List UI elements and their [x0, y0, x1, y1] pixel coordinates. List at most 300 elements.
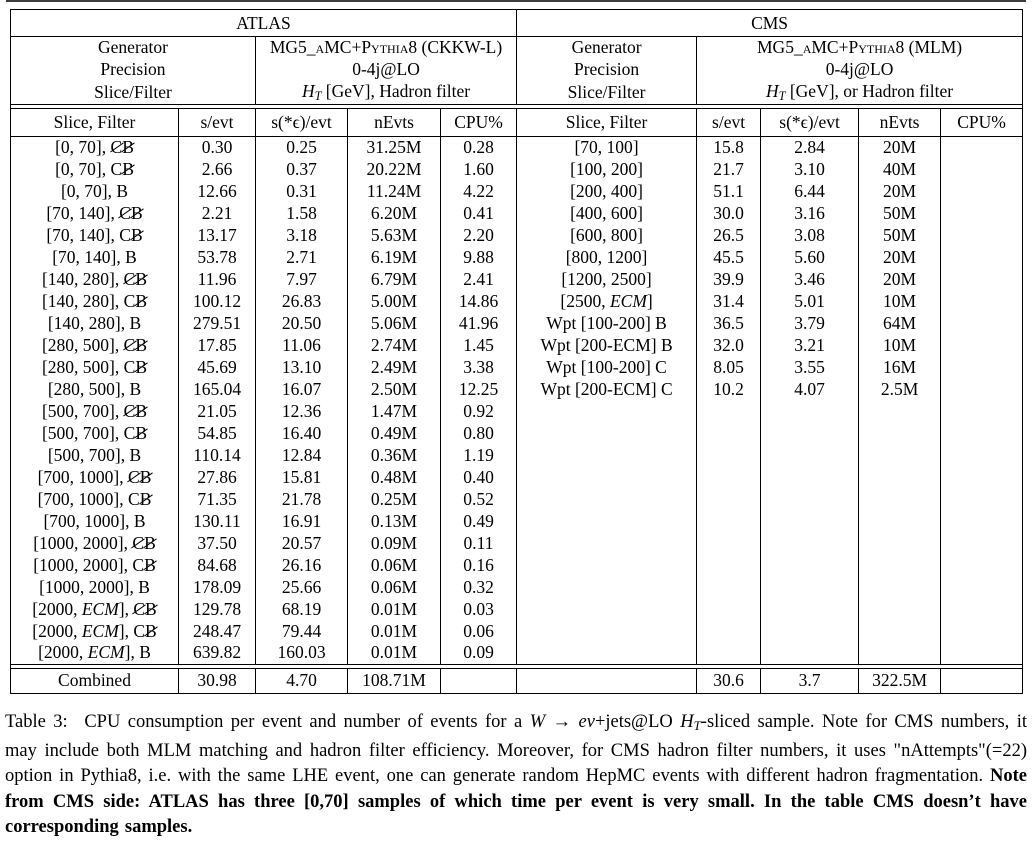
atlas-nevts-cell: 0.01M	[348, 642, 441, 664]
table-row	[11, 202, 1023, 224]
cms-nevts-cell	[859, 510, 941, 532]
cms-s-per-evt-cell: 21.7	[697, 158, 761, 180]
table-row	[11, 444, 1023, 466]
cms-slice-filter-cell	[517, 576, 697, 598]
atlas-nevts-cell: 5.63M	[348, 224, 441, 246]
table-row	[11, 554, 1023, 576]
cms-nevts-cell: 64M	[859, 312, 941, 334]
cms-slice-filter-cell: [1200, 2500]	[517, 268, 697, 290]
cms-s-per-evt-cell: 32.0	[697, 334, 761, 356]
table-row	[11, 598, 1023, 620]
atlas-nevts-cell: 0.13M	[348, 510, 441, 532]
atlas-slice-filter-cell: [280, 500], B	[47, 378, 142, 399]
cms-cpu-pct-cell	[941, 620, 1023, 642]
atlas-precision-value: 0-4j@LO	[256, 59, 517, 81]
cms-nevts-cell: 20M	[859, 246, 941, 268]
atlas-s-per-evt-cell: 2.21	[179, 202, 256, 224]
atlas-slice-value: HT [GeV], Hadron filter	[256, 81, 517, 105]
atlas-cpu-pct-cell: 0.28	[441, 136, 517, 158]
cms-nevts-cell: 10M	[859, 290, 941, 312]
table-row	[11, 400, 1023, 422]
atlas-nevts-cell: 0.06M	[348, 554, 441, 576]
cms-s-eps-per-evt-cell: 3.55	[761, 356, 859, 378]
cms-col-slice-filter: Slice, Filter	[517, 108, 697, 136]
atlas-slice-filter-cell: [500, 700], B	[47, 444, 142, 465]
atlas-slice-filter-cell: [140, 280], B	[47, 312, 142, 333]
atlas-nevts-cell: 0.25M	[348, 488, 441, 510]
cms-s-per-evt-cell: 8.05	[697, 356, 761, 378]
cms-slice-filter-cell: [2500, ECM]	[517, 290, 697, 312]
atlas-s-eps-per-evt-cell: 15.81	[256, 466, 348, 488]
cms-cpu-pct-cell	[941, 290, 1023, 312]
cms-cpu-pct-cell	[941, 378, 1023, 400]
cms-s-per-evt-cell: 45.5	[697, 246, 761, 268]
atlas-cpu-pct-cell: 0.40	[441, 466, 517, 488]
cms-nevts-cell	[859, 400, 941, 422]
atlas-s-eps-per-evt-cell: 16.40	[256, 422, 348, 444]
cms-cpu-pct-cell	[941, 180, 1023, 202]
cms-s-per-evt-cell	[697, 488, 761, 510]
cms-s-eps-per-evt-cell: 3.10	[761, 158, 859, 180]
atlas-nevts-cell: 108.71M	[348, 668, 441, 693]
atlas-s-eps-per-evt-cell: 79.44	[256, 620, 348, 642]
cms-slice-filter-cell: [400, 600]	[517, 202, 697, 224]
atlas-s-eps-per-evt-cell: 1.58	[256, 202, 348, 224]
atlas-cpu-pct-cell: 0.06	[441, 620, 517, 642]
atlas-s-per-evt-cell: 84.68	[179, 554, 256, 576]
atlas-slice-filter-cell: [1000, 2000], B	[39, 576, 150, 597]
cms-s-eps-per-evt-cell: 3.16	[761, 202, 859, 224]
atlas-slice-filter-cell: [140, 280], CB	[41, 290, 147, 311]
generator-row	[11, 37, 1023, 59]
cms-slice-filter-cell	[517, 400, 697, 422]
cms-col-s-per-evt: s/evt	[697, 108, 761, 136]
cms-cpu-pct-cell	[941, 158, 1023, 180]
table-row	[11, 378, 1023, 400]
cms-s-eps-per-evt-cell: 3.79	[761, 312, 859, 334]
cms-s-eps-per-evt-cell: 2.84	[761, 136, 859, 158]
table-row	[11, 224, 1023, 246]
atlas-slice-filter-cell: [280, 500], CB	[41, 334, 148, 355]
cms-nevts-cell	[859, 576, 941, 598]
atlas-nevts-cell: 2.49M	[348, 356, 441, 378]
table-row	[11, 180, 1023, 202]
cms-cpu-pct-cell	[941, 466, 1023, 488]
atlas-s-per-evt-cell: 11.96	[179, 268, 256, 290]
atlas-s-eps-per-evt-cell: 68.19	[256, 598, 348, 620]
atlas-s-per-evt-cell: 12.66	[179, 180, 256, 202]
cms-s-per-evt-cell	[697, 554, 761, 576]
cms-slice-filter-cell: [200, 400]	[517, 180, 697, 202]
atlas-nevts-cell: 6.20M	[348, 202, 441, 224]
cms-slice-filter-cell	[517, 488, 697, 510]
cms-s-per-evt-cell	[697, 532, 761, 554]
cms-s-per-evt-cell: 15.8	[697, 136, 761, 158]
cms-generator-value: MG5_aMC+Pythia8 (MLM)	[697, 37, 1023, 59]
cms-nevts-cell: 20M	[859, 136, 941, 158]
atlas-s-eps-per-evt-cell: 3.18	[256, 224, 348, 246]
cms-cpu-pct-cell	[941, 268, 1023, 290]
atlas-nevts-cell: 0.49M	[348, 422, 441, 444]
cms-cpu-pct-cell	[941, 510, 1023, 532]
cms-slice-label: Slice/Filter	[517, 81, 697, 105]
atlas-s-per-evt-cell: 2.66	[179, 158, 256, 180]
cms-nevts-cell	[859, 444, 941, 466]
atlas-cpu-pct-cell: 0.92	[441, 400, 517, 422]
atlas-slice-filter-cell: [280, 500], CB	[41, 356, 147, 377]
cms-nevts-cell: 2.5M	[859, 378, 941, 400]
atlas-s-eps-per-evt-cell: 0.31	[256, 180, 348, 202]
atlas-precision-label: Precision	[100, 59, 166, 79]
cms-cpu-pct-cell	[941, 532, 1023, 554]
cms-slice-filter-cell	[517, 598, 697, 620]
cms-slice-filter-cell	[517, 668, 697, 693]
atlas-nevts-cell: 0.01M	[348, 620, 441, 642]
atlas-generator-label: Generator	[98, 37, 168, 58]
cms-nevts-cell	[859, 466, 941, 488]
cms-s-per-evt-cell: 39.9	[697, 268, 761, 290]
cms-precision-label: Precision	[517, 59, 697, 81]
atlas-cpu-pct-cell: 0.32	[441, 576, 517, 598]
atlas-nevts-cell: 0.09M	[348, 532, 441, 554]
cms-s-eps-per-evt-cell	[761, 620, 859, 642]
table-row	[11, 356, 1023, 378]
atlas-s-per-evt-cell: 13.17	[179, 224, 256, 246]
cms-cpu-pct-cell	[941, 136, 1023, 158]
cms-cpu-pct-cell	[941, 668, 1023, 693]
cms-s-eps-per-evt-cell	[761, 466, 859, 488]
atlas-s-eps-per-evt-cell: 12.36	[256, 400, 348, 422]
cms-cpu-pct-cell	[941, 642, 1023, 664]
atlas-s-per-evt-cell: 100.12	[179, 290, 256, 312]
atlas-nevts-cell: 0.01M	[348, 598, 441, 620]
atlas-s-per-evt-cell: 37.50	[179, 532, 256, 554]
cms-cpu-pct-cell	[941, 224, 1023, 246]
cms-cpu-pct-cell	[941, 202, 1023, 224]
atlas-cpu-pct-cell: 0.52	[441, 488, 517, 510]
atlas-s-eps-per-evt-cell: 20.50	[256, 312, 348, 334]
atlas-s-eps-per-evt-cell: 26.16	[256, 554, 348, 576]
cms-cpu-pct-cell	[941, 488, 1023, 510]
cms-cpu-pct-cell	[941, 246, 1023, 268]
atlas-slice-filter-cell: [70, 140], B	[52, 246, 137, 267]
atlas-cpu-pct-cell: 12.25	[441, 378, 517, 400]
cms-s-per-evt-cell	[697, 642, 761, 664]
cms-nevts-cell: 10M	[859, 334, 941, 356]
table-row	[11, 422, 1023, 444]
cms-cpu-pct-cell	[941, 400, 1023, 422]
top-divider-line	[6, 0, 1026, 2]
atlas-s-eps-per-evt-cell: 11.06	[256, 334, 348, 356]
atlas-slice-filter-cell: [0, 70], CB	[55, 158, 134, 179]
cms-s-per-evt-cell: 30.0	[697, 202, 761, 224]
atlas-s-per-evt-cell: 21.05	[179, 400, 256, 422]
cms-slice-filter-cell: [600, 800]	[517, 224, 697, 246]
experiment-title-row	[11, 10, 1023, 37]
table-row	[11, 268, 1023, 290]
cms-s-eps-per-evt-cell	[761, 400, 859, 422]
atlas-cpu-pct-cell: 2.41	[441, 268, 517, 290]
table-caption: Table 3: CPU consumption per event and number of events for a W → eν+jets@LO HT-sliced sample. Note for CMS numbers, it may include both MLM matching and hadron filter efficiency. Moreover, for CMS hadron filter numbers, it uses "nAttempts"(=22) option in Pythia8, i.e. with the same LHE event, one can generate random HepMC events with different hadron fragmentation. Note from CMS side: ATLAS has three [0,70] samples of which time per event is very small. In the table CMS doesn’t have corresponding samples.	[5, 712, 1027, 838]
table-row	[11, 620, 1023, 642]
atlas-slice-label: Slice/Filter	[11, 81, 256, 105]
atlas-s-per-evt-cell: 130.11	[179, 510, 256, 532]
atlas-s-per-evt-cell: 279.51	[179, 312, 256, 334]
cms-cpu-pct-cell	[941, 312, 1023, 334]
atlas-nevts-cell: 0.48M	[348, 466, 441, 488]
cms-s-per-evt-cell	[697, 400, 761, 422]
cms-s-per-evt-cell: 51.1	[697, 180, 761, 202]
atlas-cpu-pct-cell: 1.60	[441, 158, 517, 180]
cms-s-eps-per-evt-cell: 3.21	[761, 334, 859, 356]
atlas-s-eps-per-evt-cell: 16.07	[256, 378, 348, 400]
cms-cpu-pct-cell	[941, 334, 1023, 356]
atlas-s-eps-per-evt-cell: 16.91	[256, 510, 348, 532]
cms-s-eps-per-evt-cell: 3.08	[761, 224, 859, 246]
cms-cpu-pct-cell	[941, 554, 1023, 576]
atlas-s-per-evt-cell: 71.35	[179, 488, 256, 510]
cms-s-eps-per-evt-cell	[761, 532, 859, 554]
atlas-col-nevts: nEvts	[348, 108, 441, 136]
cms-nevts-cell: 322.5M	[859, 668, 941, 693]
atlas-slice-filter-cell: [140, 280], CB	[41, 268, 148, 289]
table-row	[11, 510, 1023, 532]
atlas-s-per-evt-cell: 178.09	[179, 576, 256, 598]
atlas-s-eps-per-evt-cell: 13.10	[256, 356, 348, 378]
atlas-cpu-pct-cell: 0.16	[441, 554, 517, 576]
cms-s-eps-per-evt-cell: 6.44	[761, 180, 859, 202]
atlas-cpu-pct-cell: 41.96	[441, 312, 517, 334]
cms-s-per-evt-cell	[697, 444, 761, 466]
cms-slice-filter-cell	[517, 532, 697, 554]
atlas-title: ATLAS	[11, 10, 517, 37]
atlas-s-eps-per-evt-cell: 160.03	[256, 642, 348, 664]
atlas-s-per-evt-cell: 248.47	[179, 620, 256, 642]
cms-nevts-cell: 50M	[859, 224, 941, 246]
cms-s-per-evt-cell: 10.2	[697, 378, 761, 400]
cms-s-per-evt-cell	[697, 466, 761, 488]
cms-col-s-eps-per-evt: s(*ϵ)/evt	[761, 108, 859, 136]
table-row	[11, 334, 1023, 356]
cms-cpu-pct-cell	[941, 598, 1023, 620]
table-row	[11, 312, 1023, 334]
atlas-s-per-evt-cell: 129.78	[179, 598, 256, 620]
table-row	[11, 466, 1023, 488]
cms-slice-filter-cell: Wpt [200-ECM] B	[517, 334, 697, 356]
cms-s-eps-per-evt-cell	[761, 642, 859, 664]
cms-s-eps-per-evt-cell	[761, 444, 859, 466]
atlas-nevts-cell: 0.06M	[348, 576, 441, 598]
atlas-cpu-pct-cell: 0.09	[441, 642, 517, 664]
cms-nevts-cell	[859, 422, 941, 444]
cms-slice-filter-cell: [100, 200]	[517, 158, 697, 180]
atlas-s-eps-per-evt-cell: 0.25	[256, 136, 348, 158]
atlas-slice-filter-cell: [2000, ECM], CB	[32, 598, 157, 619]
cms-cpu-pct-cell	[941, 422, 1023, 444]
cms-title: CMS	[517, 10, 1023, 37]
atlas-s-eps-per-evt-cell: 12.84	[256, 444, 348, 466]
atlas-slice-filter-cell: [0, 70], B	[60, 180, 129, 201]
cms-cpu-pct-cell	[941, 444, 1023, 466]
cms-nevts-cell	[859, 642, 941, 664]
cms-s-per-evt-cell: 30.6	[697, 668, 761, 693]
cms-s-eps-per-evt-cell	[761, 510, 859, 532]
atlas-cpu-pct-cell: 0.41	[441, 202, 517, 224]
atlas-col-s-per-evt: s/evt	[179, 108, 256, 136]
cms-slice-filter-cell: [800, 1200]	[517, 246, 697, 268]
atlas-cpu-pct-cell: 2.20	[441, 224, 517, 246]
atlas-col-slice-filter: Slice, Filter	[11, 108, 179, 136]
atlas-s-per-evt-cell: 27.86	[179, 466, 256, 488]
atlas-cpu-pct-cell: 4.22	[441, 180, 517, 202]
atlas-slice-filter-cell: [70, 140], CB	[46, 202, 143, 223]
cms-nevts-cell	[859, 598, 941, 620]
atlas-s-eps-per-evt-cell: 4.70	[256, 668, 348, 693]
atlas-slice-filter-cell: [0, 70], CB	[55, 136, 134, 157]
cms-nevts-cell	[859, 620, 941, 642]
atlas-s-per-evt-cell: 0.30	[179, 136, 256, 158]
cms-precision-value: 0-4j@LO	[697, 59, 1023, 81]
atlas-slice-filter-cell: [700, 1000], CB	[37, 466, 152, 487]
atlas-s-per-evt-cell: 53.78	[179, 246, 256, 268]
cms-slice-filter-cell: Wpt [100-200] C	[517, 356, 697, 378]
atlas-s-per-evt-cell: 110.14	[179, 444, 256, 466]
cms-nevts-cell	[859, 532, 941, 554]
precision-row	[11, 59, 1023, 81]
cms-cpu-pct-cell	[941, 356, 1023, 378]
cms-nevts-cell: 50M	[859, 202, 941, 224]
cms-nevts-cell	[859, 488, 941, 510]
atlas-slice-filter-cell: [700, 1000], B	[43, 510, 146, 531]
slice-filter-row	[11, 81, 1023, 105]
cms-col-nevts: nEvts	[859, 108, 941, 136]
cms-slice-filter-cell	[517, 642, 697, 664]
atlas-nevts-cell: 1.47M	[348, 400, 441, 422]
cms-s-per-evt-cell	[697, 510, 761, 532]
cms-generator-label: Generator	[517, 37, 697, 59]
cms-s-eps-per-evt-cell: 5.01	[761, 290, 859, 312]
cms-s-eps-per-evt-cell	[761, 488, 859, 510]
atlas-cpu-pct-cell: 9.88	[441, 246, 517, 268]
atlas-nevts-cell: 2.50M	[348, 378, 441, 400]
cms-s-per-evt-cell	[697, 598, 761, 620]
table-row	[11, 158, 1023, 180]
atlas-s-per-evt-cell: 45.69	[179, 356, 256, 378]
atlas-slice-filter-cell: [500, 700], CB	[41, 400, 148, 421]
atlas-cpu-pct-cell: 0.80	[441, 422, 517, 444]
table-row	[11, 136, 1023, 158]
atlas-s-eps-per-evt-cell: 26.83	[256, 290, 348, 312]
atlas-cpu-pct-cell: 0.49	[441, 510, 517, 532]
cms-slice-filter-cell	[517, 510, 697, 532]
cms-s-per-evt-cell	[697, 620, 761, 642]
atlas-cpu-pct-cell: 1.19	[441, 444, 517, 466]
atlas-nevts-cell: 5.00M	[348, 290, 441, 312]
column-header-row	[11, 108, 1023, 136]
table-row	[11, 246, 1023, 268]
cms-s-eps-per-evt-cell	[761, 598, 859, 620]
cms-cpu-pct-cell	[941, 576, 1023, 598]
atlas-slice-filter-cell: [500, 700], CB	[41, 422, 147, 443]
atlas-s-per-evt-cell: 17.85	[179, 334, 256, 356]
cms-s-per-evt-cell	[697, 422, 761, 444]
cms-slice-filter-cell: Wpt [100-200] B	[517, 312, 697, 334]
atlas-nevts-cell: 6.19M	[348, 246, 441, 268]
cms-s-eps-per-evt-cell: 3.46	[761, 268, 859, 290]
cms-nevts-cell: 40M	[859, 158, 941, 180]
atlas-s-eps-per-evt-cell: 25.66	[256, 576, 348, 598]
cms-slice-filter-cell	[517, 620, 697, 642]
table-row	[11, 290, 1023, 312]
atlas-s-per-evt-cell: 54.85	[179, 422, 256, 444]
atlas-slice-filter-cell: [70, 140], CB	[46, 224, 143, 245]
table-row	[11, 488, 1023, 510]
atlas-s-per-evt-cell: 639.82	[179, 642, 256, 664]
cms-s-eps-per-evt-cell: 3.7	[761, 668, 859, 693]
cms-slice-filter-cell: [70, 100]	[517, 136, 697, 158]
table-row	[11, 532, 1023, 554]
cms-nevts-cell: 20M	[859, 268, 941, 290]
cms-slice-filter-cell	[517, 554, 697, 576]
combined-row	[11, 668, 1023, 693]
atlas-nevts-cell: 31.25M	[348, 136, 441, 158]
atlas-slice-filter-cell: [700, 1000], CB	[37, 488, 152, 509]
atlas-cpu-pct-cell: 0.03	[441, 598, 517, 620]
atlas-nevts-cell: 0.36M	[348, 444, 441, 466]
atlas-slice-filter-cell: [1000, 2000], CB	[33, 554, 156, 575]
atlas-s-eps-per-evt-cell: 7.97	[256, 268, 348, 290]
cms-s-per-evt-cell: 31.4	[697, 290, 761, 312]
cms-s-eps-per-evt-cell	[761, 422, 859, 444]
atlas-generator-value: MG5_aMC+Pythia8 (CKKW-L)	[256, 37, 517, 59]
cms-nevts-cell: 16M	[859, 356, 941, 378]
atlas-s-per-evt-cell: 30.98	[179, 668, 256, 693]
cms-slice-value: HT [GeV], or Hadron filter	[697, 81, 1023, 105]
atlas-cpu-pct-cell: 3.38	[441, 356, 517, 378]
atlas-s-eps-per-evt-cell: 21.78	[256, 488, 348, 510]
atlas-s-eps-per-evt-cell: 2.71	[256, 246, 348, 268]
atlas-cpu-pct-cell: 1.45	[441, 334, 517, 356]
atlas-cpu-pct-cell: 14.86	[441, 290, 517, 312]
atlas-slice-filter-cell: Combined	[11, 668, 179, 693]
cms-s-per-evt-cell: 26.5	[697, 224, 761, 246]
cms-slice-filter-cell	[517, 444, 697, 466]
atlas-col-cpu-pct: CPU%	[441, 108, 517, 136]
atlas-slice-filter-cell: [1000, 2000], CB	[33, 532, 156, 553]
cms-s-per-evt-cell	[697, 576, 761, 598]
cms-col-cpu-pct: CPU%	[941, 108, 1023, 136]
cms-nevts-cell: 20M	[859, 180, 941, 202]
cpu-consumption-table	[10, 9, 1023, 694]
table-row	[11, 642, 1023, 664]
atlas-nevts-cell: 6.79M	[348, 268, 441, 290]
atlas-nevts-cell: 11.24M	[348, 180, 441, 202]
cms-s-eps-per-evt-cell: 5.60	[761, 246, 859, 268]
cms-s-eps-per-evt-cell	[761, 576, 859, 598]
atlas-nevts-cell: 20.22M	[348, 158, 441, 180]
atlas-s-per-evt-cell: 165.04	[179, 378, 256, 400]
atlas-s-eps-per-evt-cell: 20.57	[256, 532, 348, 554]
atlas-col-s-eps-per-evt: s(*ϵ)/evt	[256, 108, 348, 136]
atlas-cpu-pct-cell	[441, 668, 517, 693]
table-row	[11, 576, 1023, 598]
cms-s-eps-per-evt-cell	[761, 554, 859, 576]
atlas-slice-filter-cell: [2000, ECM], B	[11, 642, 179, 664]
cms-slice-filter-cell	[517, 466, 697, 488]
atlas-cpu-pct-cell: 0.11	[441, 532, 517, 554]
atlas-s-eps-per-evt-cell: 0.37	[256, 158, 348, 180]
cms-slice-filter-cell: Wpt [200-ECM] C	[517, 378, 697, 400]
